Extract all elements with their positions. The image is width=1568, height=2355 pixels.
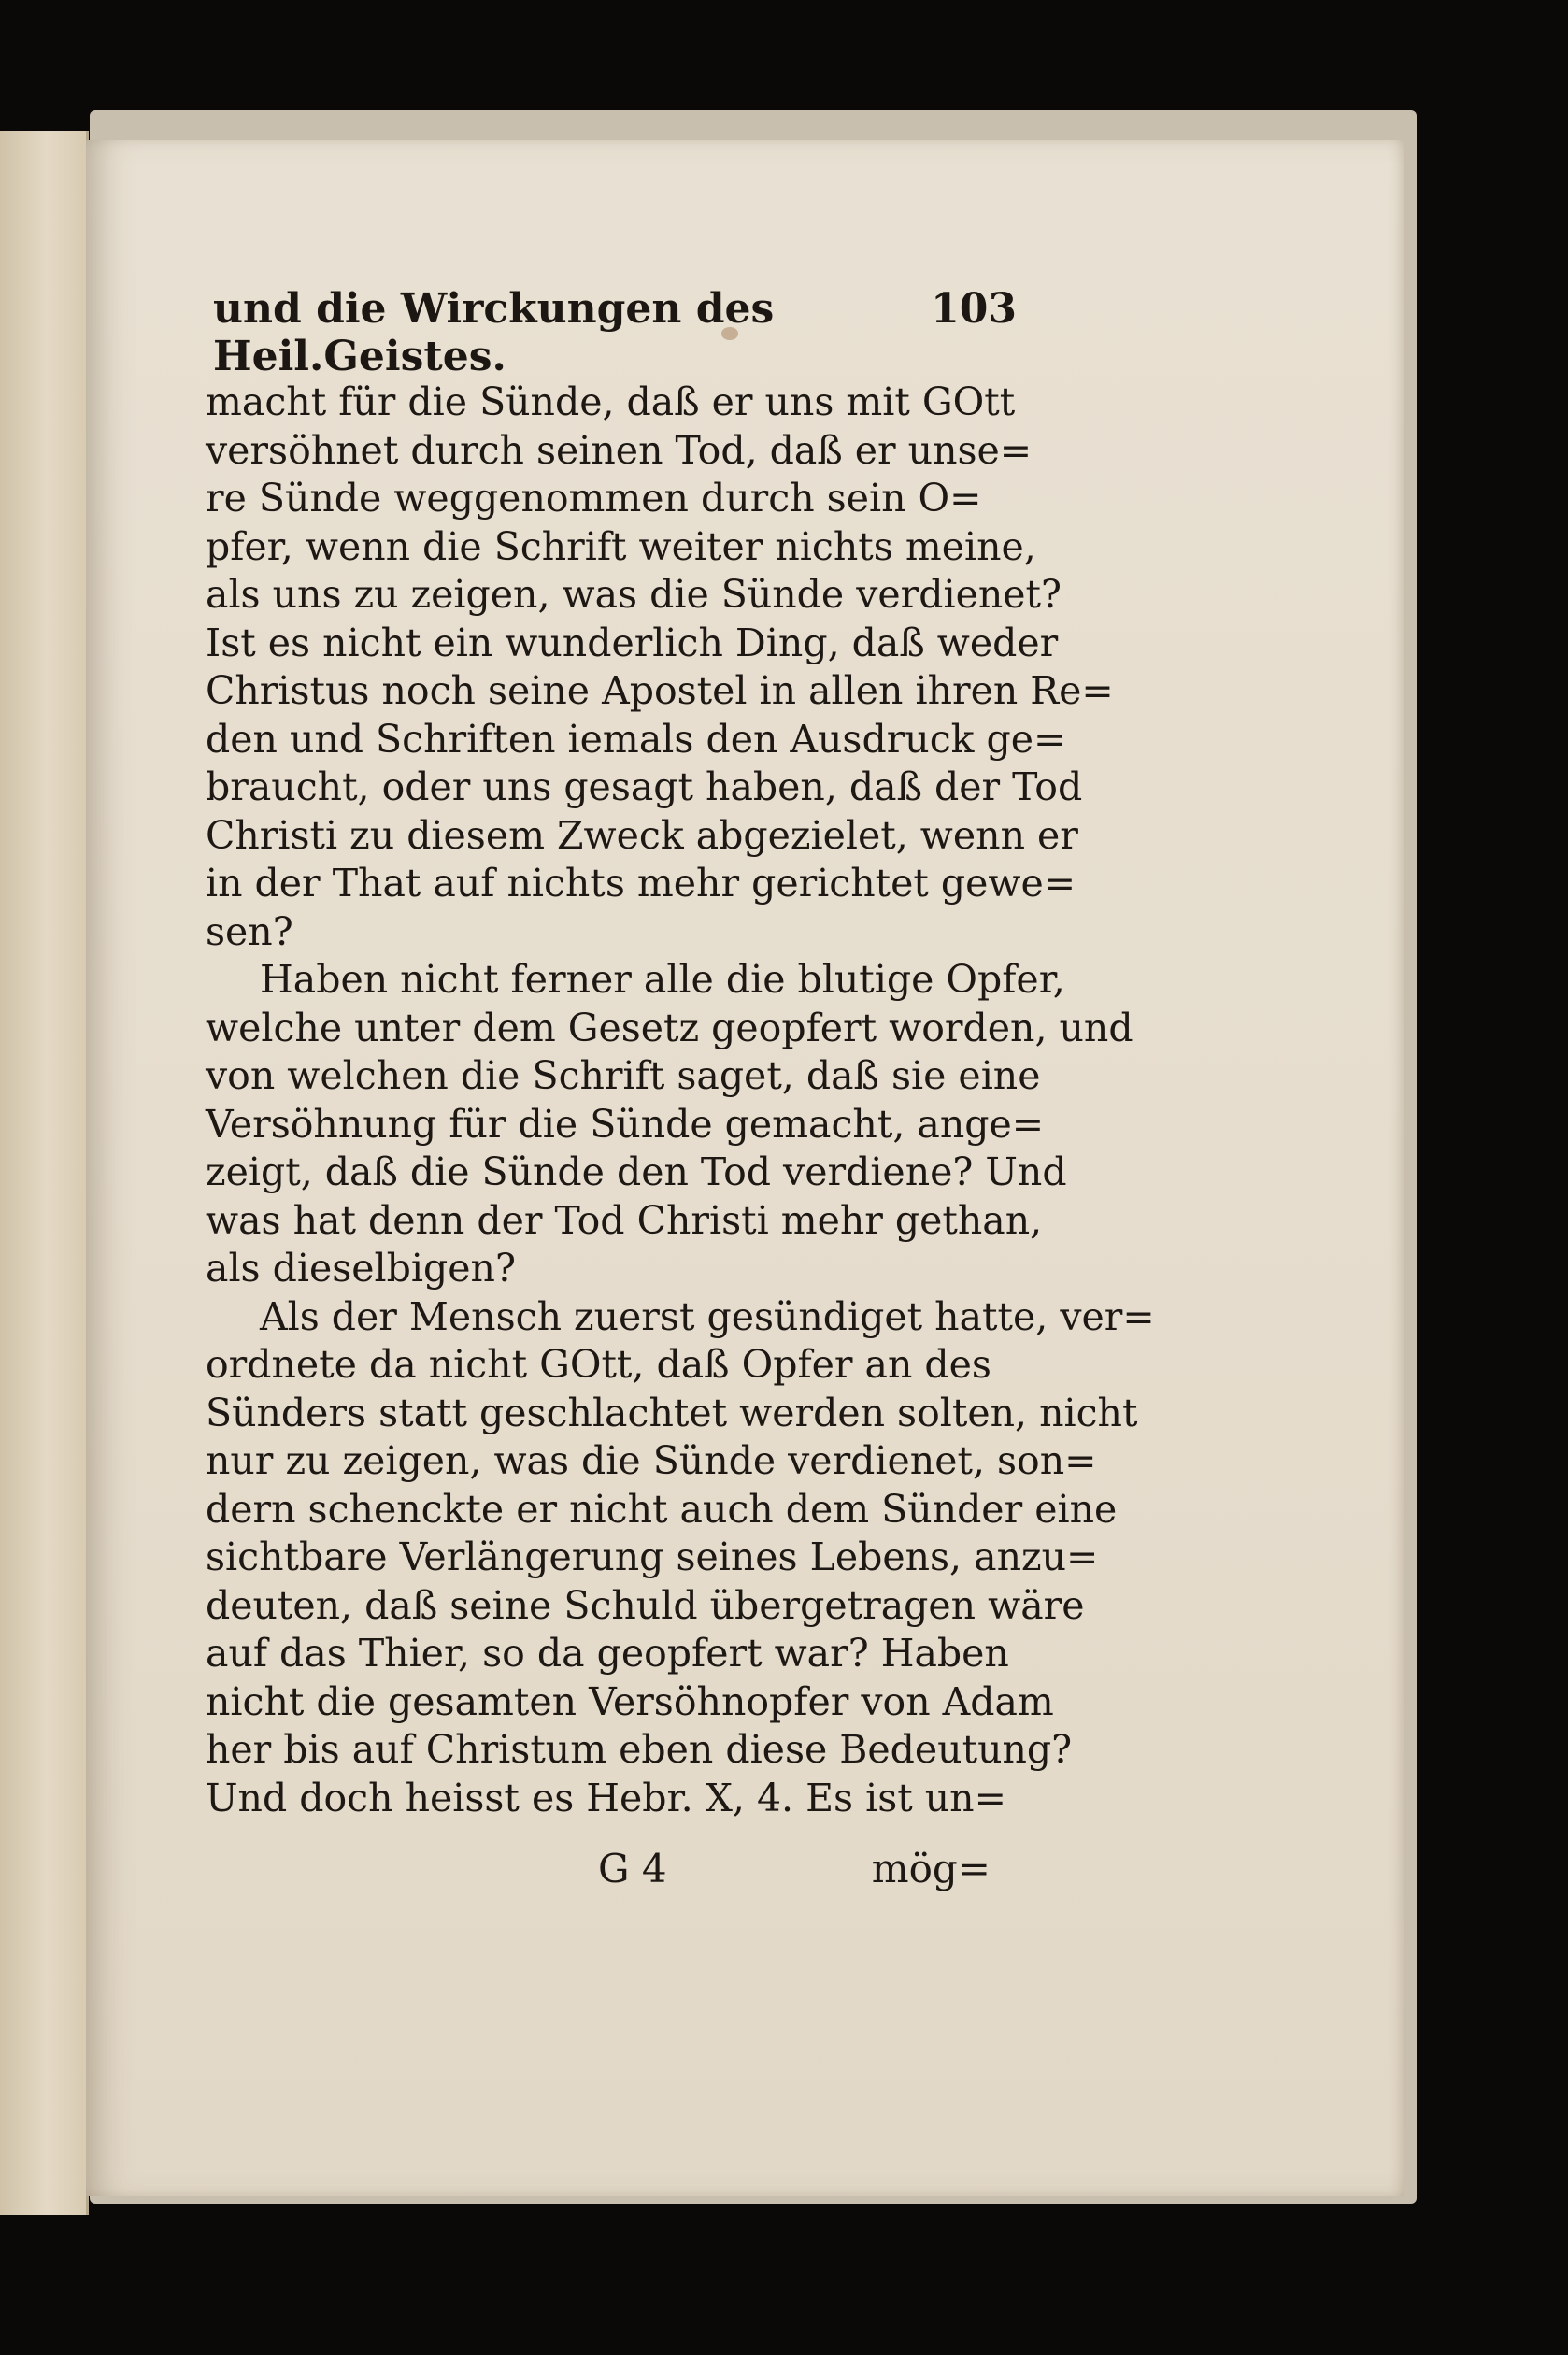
text-line: macht für die Sünde, daß er uns mit GOtt (206, 379, 1016, 424)
text-line: Christi zu diesem Zweck abgezielet, wenn er (206, 812, 1078, 858)
text-line: zeigt, daß die Sünde den Tod verdiene? Und (206, 1149, 1067, 1194)
text-line: sen? (206, 908, 293, 954)
text-line: ordnete da nicht GOtt, daß Opfer an des (206, 1342, 991, 1387)
text-line: was hat denn der Tod Christi mehr gethan, (206, 1197, 1043, 1243)
running-header (213, 285, 1017, 380)
left-page-edge (0, 131, 89, 2215)
text-line: Ist es nicht ein wunderlich Ding, daß weder (206, 620, 1059, 665)
text-line: Und doch heisst es Hebr. X, 4. Es ist un= (206, 1775, 1006, 1820)
catchword: mög= (871, 1846, 991, 1891)
text-line: braucht, oder uns gesagt haben, daß der Tod (206, 764, 1083, 809)
text-line: deuten, daß seine Schuld übergetragen wäre (206, 1582, 1085, 1628)
text-line: nicht die gesamten Versöhnopfer von Adam (206, 1678, 1054, 1724)
text-line: Christus noch seine Apostel in allen ihren Re= (206, 668, 1114, 713)
text-line: her bis auf Christum eben diese Bedeutung? (206, 1727, 1073, 1772)
text-line: dern schenckte er nicht auch dem Sünder eine (206, 1486, 1118, 1532)
text-line: pfer, wenn die Schrift weiter nichts meine, (206, 523, 1036, 569)
text-line: den und Schriften iemals den Ausdruck ge= (206, 716, 1066, 762)
text-line: von welchen die Schrift saget, daß sie eine (206, 1053, 1041, 1098)
signature-mark: G 4 (598, 1846, 667, 1891)
text-line: re Sünde weggenommen durch sein O= (206, 476, 982, 521)
text-line: welche unter dem Gesetz geopfert worden, und (206, 1005, 1133, 1050)
text-line: sichtbare Verlängerung seines Lebens, anzu= (206, 1534, 1099, 1579)
text-line: auf das Thier, so da geopfert war? Haben (206, 1631, 1009, 1676)
text-line: als uns zu zeigen, was die Sünde verdienet? (206, 572, 1062, 617)
body-text (206, 378, 1155, 1822)
text-line: als dieselbigen? (206, 1246, 516, 1291)
text-line: versöhnet durch seinen Tod, daß er unse= (206, 427, 1033, 473)
text-line: Als der Mensch zuerst gesündiget hatte, ver= (260, 1293, 1155, 1339)
text-line: Haben nicht ferner alle die blutige Opfer, (260, 957, 1065, 1002)
text-line: nur zu zeigen, was die Sünde verdienet, son= (206, 1438, 1097, 1483)
running-title: und die Wirckungen des Heil.Geistes. (213, 285, 775, 380)
text-line: Versöhnung für die Sünde gemacht, ange= (206, 1101, 1045, 1147)
page-footer (598, 1846, 991, 1891)
text-line: in der That auf nichts mehr gerichtet gewe= (206, 861, 1076, 906)
text-line: Sünders statt geschlachtet werden solten, nicht (206, 1390, 1138, 1435)
page-number: 103 (931, 285, 1017, 333)
